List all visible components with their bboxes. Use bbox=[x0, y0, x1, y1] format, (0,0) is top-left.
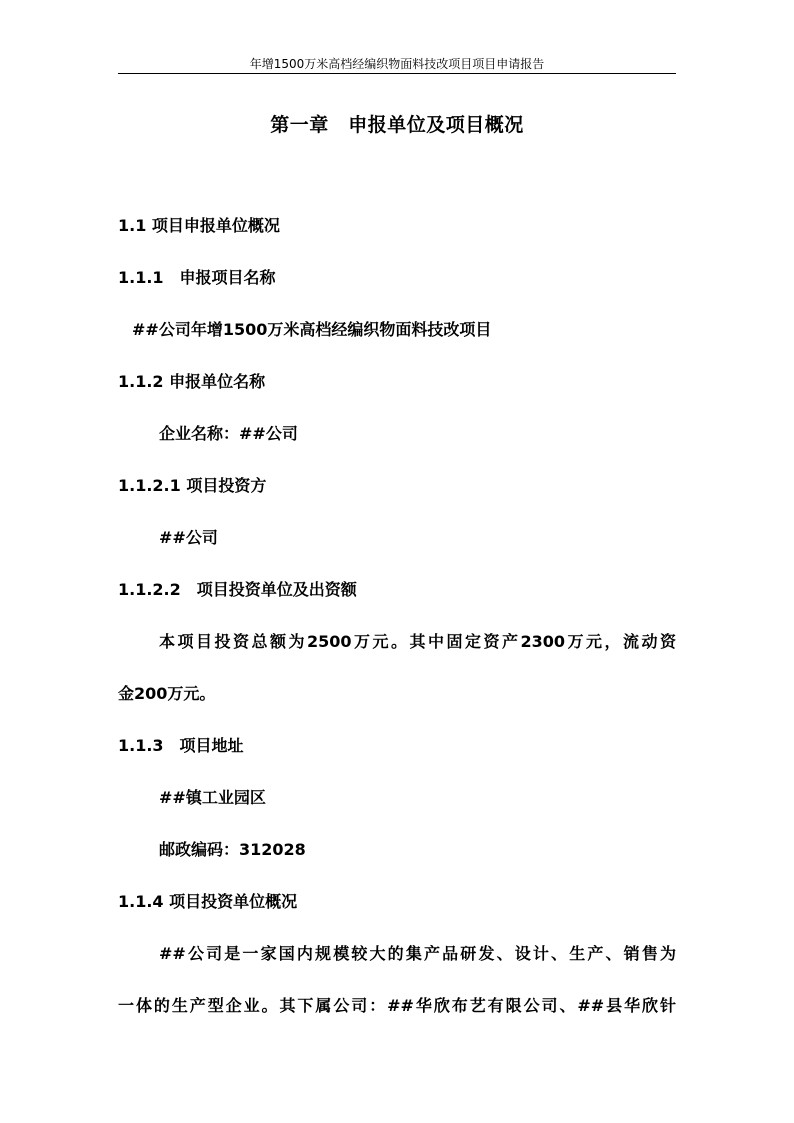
investment-paragraph-line-2: 金200万元。 bbox=[118, 684, 216, 703]
section-heading-1-1-1: 1.1.1 申报项目名称 bbox=[118, 268, 276, 287]
section-heading-1-1-2: 1.1.2 申报单位名称 bbox=[118, 372, 266, 391]
investment-paragraph-line-1: 本项目投资总额为2500万元。其中固定资产2300万元，流动资 bbox=[159, 632, 676, 651]
overview-paragraph-line-2: 一体的生产型企业。其下属公司：##华欣布艺有限公司、##县华欣针 bbox=[118, 996, 676, 1015]
running-header: 年增1500万米高档经编织物面料技改项目项目申请报告 bbox=[249, 57, 545, 71]
company-name: 企业名称：##公司 bbox=[159, 424, 298, 443]
section-heading-1-1-3: 1.1.3 项目地址 bbox=[118, 736, 244, 755]
section-heading-1-1-4: 1.1.4 项目投资单位概况 bbox=[118, 892, 298, 911]
header-rule bbox=[118, 73, 676, 74]
project-address: ##镇工业园区 bbox=[159, 788, 266, 807]
chapter-title: 第一章 申报单位及项目概况 bbox=[270, 114, 524, 136]
section-heading-1-1-2-2: 1.1.2.2 项目投资单位及出资额 bbox=[118, 580, 357, 599]
section-heading-1-1: 1.1 项目申报单位概况 bbox=[118, 216, 280, 235]
project-name: ##公司年增1500万米高档经编织物面料技改项目 bbox=[132, 320, 492, 339]
overview-paragraph-line-1: ##公司是一家国内规模较大的集产品研发、设计、生产、销售为 bbox=[159, 944, 676, 963]
section-heading-1-1-2-1: 1.1.2.1 项目投资方 bbox=[118, 476, 267, 495]
postal-code: 邮政编码：312028 bbox=[159, 840, 306, 859]
investor-name: ##公司 bbox=[159, 528, 218, 547]
